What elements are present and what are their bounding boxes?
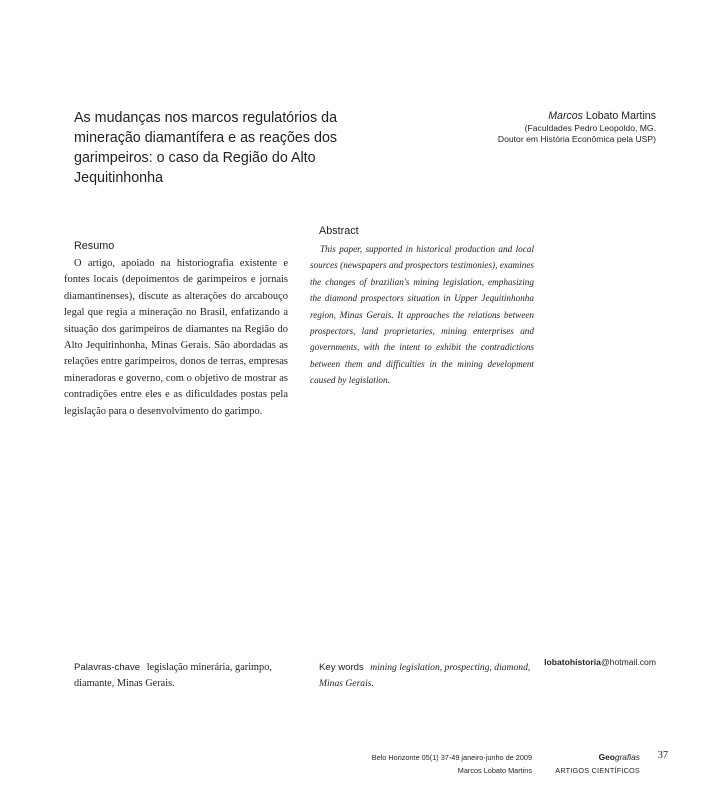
- author-affiliation-2: Doutor em História Econômica pela USP): [497, 134, 656, 144]
- keywords-en-values: mining legislation, prospecting, diamond, Minas Gerais.: [319, 662, 531, 690]
- resumo-text: O artigo, apoiado na historiografia existente e fontes locais (depoimentos de garimpeiros e jornais diamantinenses), discute as alterações do arcabouço legal que regia a mineração no Brasil, enfatizando a situação dos garimpeiros de diamantes na Região do Alto Jequitinhonha, Minas Gerais. São abordadas as relações entre garimpeiros, donos de terras, empresas mineradoras e governo, com o objetivo de mostrar as contradições entre eles e as dificuldades postas pela legislação para o desenvolvimento do garimpo.: [64, 258, 288, 417]
- keywords-en-label: Key words: [319, 662, 364, 673]
- journal-name-part1: Geo: [598, 752, 615, 762]
- author-affiliation-1: (Faculdades Pedro Leopoldo, MG.: [524, 123, 656, 133]
- footer-citation: [360, 751, 532, 777]
- section-label: ARTIGOS CIENTÍFICOS: [555, 766, 640, 775]
- email-domain: @hotmail.com: [600, 657, 656, 667]
- footer-citation-line: Belo Horizonte 05(1) 37-49 janeiro-junho de 2009: [371, 753, 532, 762]
- article-title: As mudanças nos marcos regulatórios da mineração diamantífera e as reações dos garimpeiros: o caso da Região do Alto Jequitinhonha: [74, 110, 338, 186]
- footer-author: Marcos Lobato Martins: [457, 766, 532, 775]
- journal-name-part2: grafias: [614, 752, 640, 762]
- journal-name: [540, 751, 640, 764]
- email-user: lobatohistoria: [544, 657, 601, 667]
- page-number: 37: [657, 750, 668, 761]
- author-block: [450, 110, 656, 145]
- resumo-heading: Resumo: [74, 240, 115, 252]
- abstract-heading: Abstract: [319, 225, 359, 237]
- keywords-en: [319, 660, 534, 693]
- author-email[interactable]: [520, 657, 656, 667]
- keywords-pt-values: legislação minerária, garimpo, diamante, Minas Gerais.: [74, 662, 272, 690]
- keywords-pt-label: Palavras-chave: [74, 662, 141, 673]
- author-name: [450, 110, 656, 123]
- footer-journal: [540, 751, 640, 777]
- author-first-name: Marcos: [548, 110, 583, 122]
- author-last-name: Lobato Martins: [585, 110, 656, 122]
- abstract-text: This paper, supported in historical production and local sources (newspapers and prospectors testimonies), examines the changes of brazilian's mining legislation, emphasizing the diamond prospectors situation in Upper Jequitinhonha region, Minas Gerais. It approaches the relations between prospectors, land proprietaries, mining enterprises and governments, with the intent to exhibit the contradictions between them and difficulties in the mining development caused by legislation.: [310, 244, 534, 386]
- keywords-pt: [74, 660, 289, 693]
